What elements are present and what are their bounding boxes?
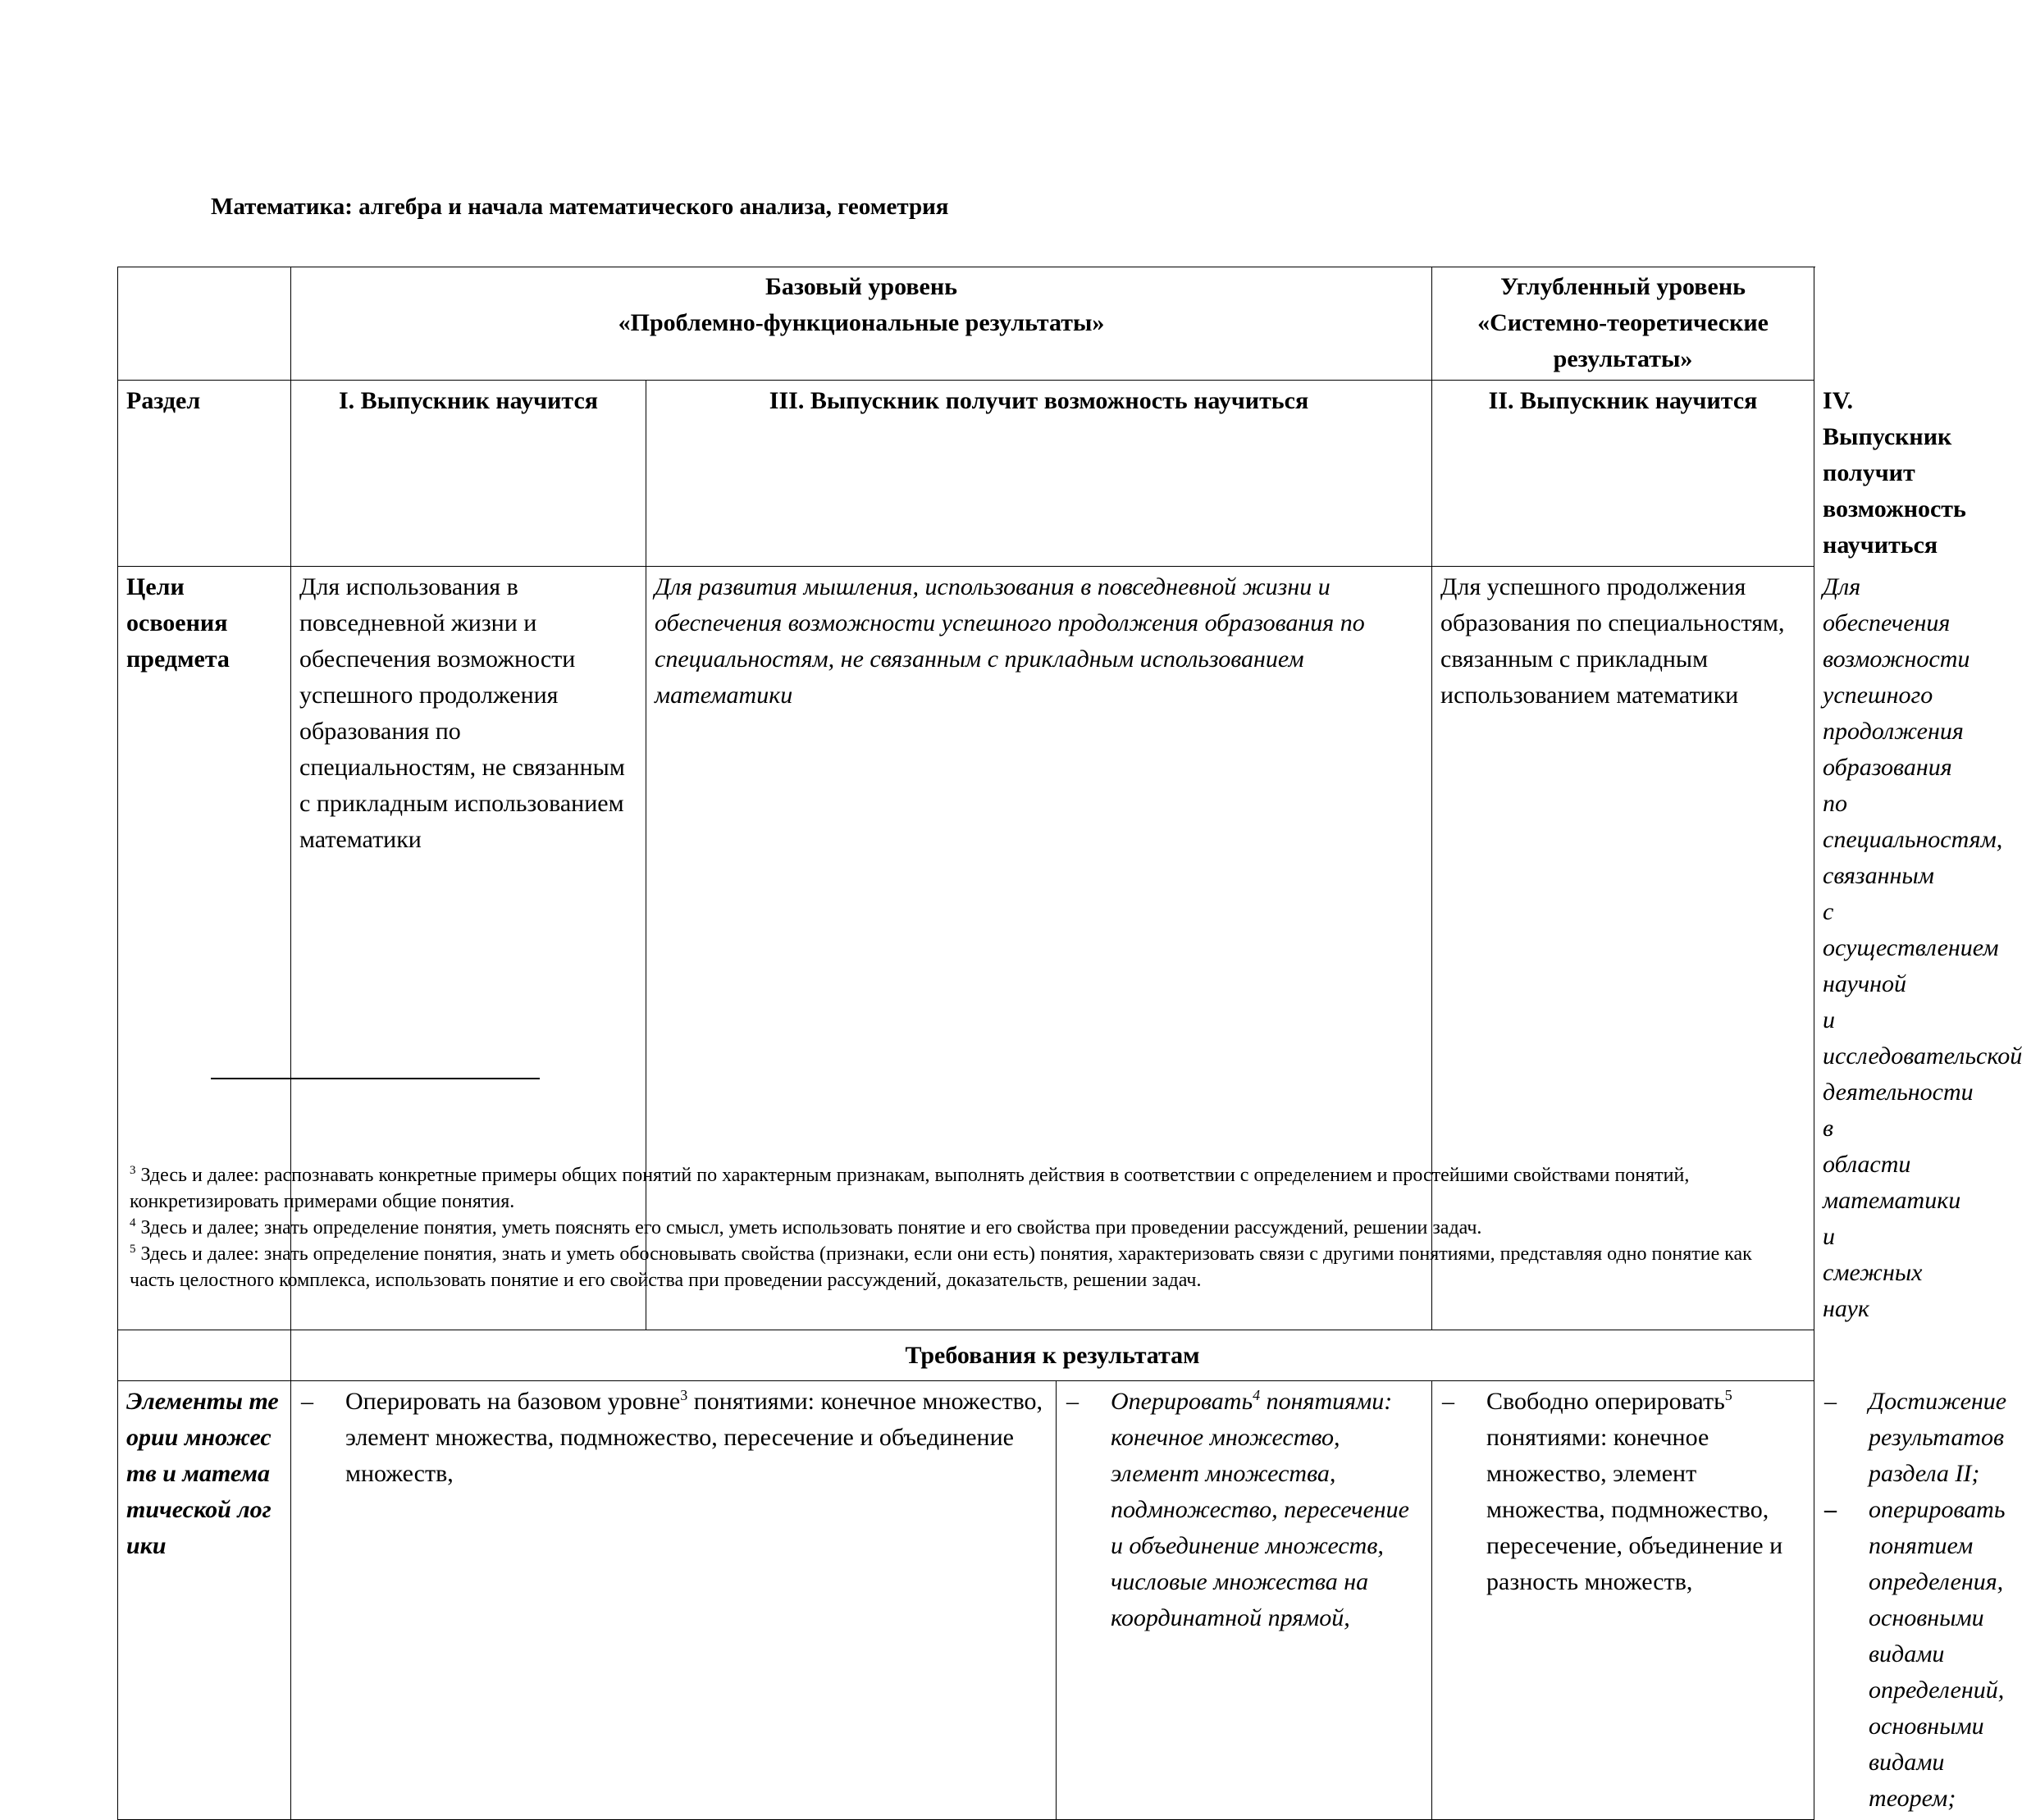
footnote-3: [130, 1162, 1770, 1215]
footnote-number: 3: [130, 1164, 136, 1177]
basic-level-title: Базовый уровень: [765, 273, 957, 300]
sets-row: [118, 1381, 1814, 1820]
footnote-5: [130, 1241, 1770, 1293]
col3-header: III. Выпускник получит возможность научиться: [646, 381, 1432, 567]
sets-col1: [291, 1381, 1057, 1820]
goals-col1: Для использования в повседневной жизни и обеспечения возможности успешного продолжения образования по специальностям, не связанным с прикладным использованием математики: [291, 567, 646, 1330]
requirements-empty-cell: [118, 1330, 291, 1381]
footnote-separator: [211, 1078, 540, 1079]
list-item-text: Оперировать$^4$ понятиями: конечное множество, элемент множества, подмножество, пересечение и объединение множеств, числовые множества на координатной прямой,: [1111, 1387, 1409, 1631]
list-item: [301, 1384, 1049, 1492]
goals-row: Цели освоения предмета Для использования в повседневной жизни и обеспечения возможности успешного продолжения образования по специальностям, не связанным с прикладным использованием математики Для развития мышления, использования в повседневной жизни и обеспечения возможности успешного продолжения образования по специальностям, не связанным с прикладным использованием математики Для успешного продолжения образования по специальностям, связанным с прикладным использованием математики Для обеспечения возможности успешного продолжения образования по специальностям, связанным с осуществлением научной и исследовательской деятельности в области математики и смежных наук: [118, 567, 1814, 1330]
list-item-text: Свободно оперировать$^5$ понятиями: конечное множество, элемент множества, подмножество, пересечение, объединение и разность множеств,: [1486, 1387, 1783, 1595]
section-header: Раздел: [118, 381, 291, 567]
list-item: [1442, 1384, 1807, 1600]
document-title: Математика: алгебра и начала математического анализа, геометрия: [211, 194, 949, 220]
results-table: [117, 267, 2022, 1820]
list-item-text: Оперировать на базовом уровне$^3$ понятиями: конечное множество, элемент множества, подмножество, пересечение и объединение множеств,: [345, 1387, 1043, 1487]
sets-col2: [1432, 1381, 1814, 1820]
advanced-level-header: [1432, 267, 1814, 381]
advanced-level-title: Углубленный уровень: [1500, 273, 1746, 300]
footnote-ref-3[interactable]: 3: [680, 1387, 688, 1403]
advanced-level-subtitle: «Системно-теоретические результаты»: [1477, 309, 1769, 372]
footnote-number: 4: [130, 1216, 136, 1229]
footnote-4: [130, 1215, 1770, 1241]
footnote-number: 5: [130, 1243, 136, 1256]
dash-marker: –: [1442, 1388, 1455, 1415]
list-item-text: оперировать понятием определения, основными видами определений, основными видами теорем;: [1869, 1496, 2006, 1812]
list-item-text: Достижение результатов раздела II;: [1869, 1388, 2007, 1487]
level-header-row: [118, 267, 1814, 381]
dash-marker: –: [1824, 1388, 1837, 1415]
footnote-text: Здесь и далее: знать определение понятия, знать и уметь обосновывать свойства (признаки, если они есть) понятия, характеризовать связи с другими понятиями, представляя одно понятие как часть целостного комплекса, использовать понятие и его свойства при проведении рассуждений, доказательств, решении задач.: [130, 1243, 1752, 1291]
footnote-ref-5[interactable]: 5: [1724, 1387, 1732, 1403]
dash-marker: –: [1066, 1388, 1079, 1415]
basic-level-subtitle: «Проблемно-функциональные результаты»: [618, 309, 1105, 336]
column-header-row: Раздел I. Выпускник научится III. Выпускник получит возможность научиться II. Выпускник научится IV. Выпускник получит возможность научиться: [118, 381, 1814, 567]
footnotes: [130, 1162, 1770, 1293]
goals-label: Цели освоения предмета: [118, 567, 291, 1330]
dash-marker: –: [301, 1388, 313, 1415]
sets-col3: [1057, 1381, 1432, 1820]
footnote-text: Здесь и далее: распознавать конкретные примеры общих понятий по характерным признакам, выполнять действия в соответствии с определением и простейшими свойствами понятий, конкретизировать примерами общие понятия.: [130, 1165, 1690, 1212]
sets-label: Элементы теории множеств и математической логики: [118, 1381, 291, 1820]
footnote-ref-4[interactable]: 4: [1253, 1387, 1261, 1403]
goals-col3: Для развития мышления, использования в повседневной жизни и обеспечения возможности успешного продолжения образования по специальностям, не связанным с прикладным использованием математики: [646, 567, 1432, 1330]
goals-col2: Для успешного продолжения образования по специальностям, связанным с прикладным использованием математики: [1432, 567, 1814, 1330]
requirements-heading: Требования к результатам: [291, 1330, 1814, 1381]
col1-header: I. Выпускник научится: [291, 381, 646, 567]
col2-header: II. Выпускник научится: [1432, 381, 1814, 567]
requirements-row: [118, 1330, 1814, 1381]
basic-level-header: [291, 267, 1432, 381]
list-item: [1066, 1384, 1425, 1636]
footnote-text: Здесь и далее; знать определение понятия, уметь пояснять его смысл, уметь использовать понятие и его свойства при проведении рассуждений, решении задач.: [135, 1217, 1482, 1238]
dash-marker: –: [1824, 1496, 1837, 1523]
empty-corner-cell: [118, 267, 291, 381]
